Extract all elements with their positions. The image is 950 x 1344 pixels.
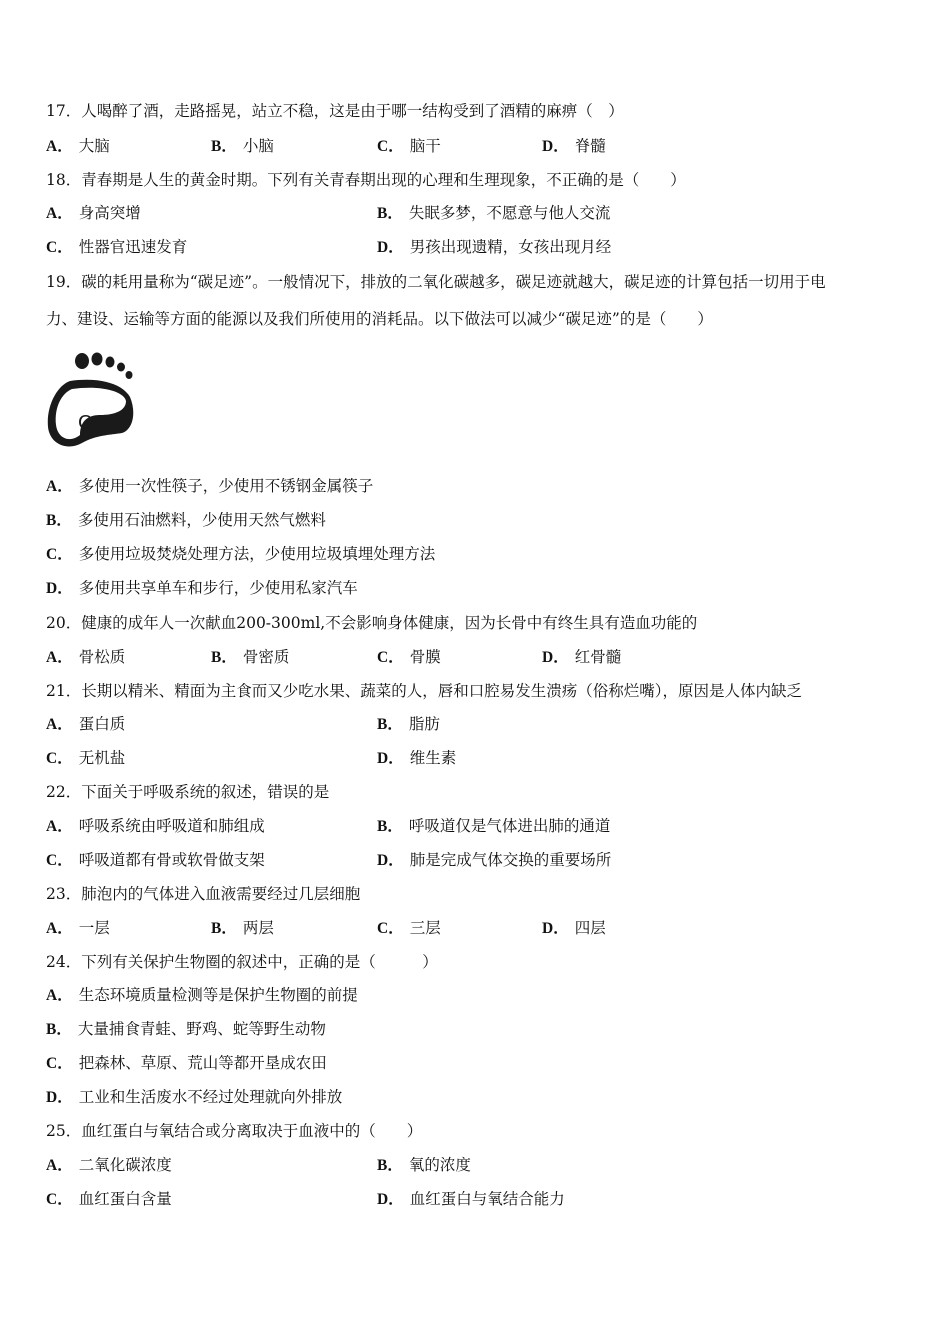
q24-stem: 24．下列有关保护生物圈的叙述中，正确的是（ ）	[46, 953, 438, 971]
q18-option-a[interactable]	[46, 203, 141, 224]
option-label: A．	[46, 649, 73, 666]
q18-option-d[interactable]	[377, 237, 611, 258]
q22-stem: 22．下面关于呼吸系统的叙述，错误的是	[46, 783, 330, 801]
q24-option-d[interactable]	[46, 1087, 342, 1108]
option-label: C．	[46, 852, 73, 869]
option-label: B．	[46, 1021, 72, 1038]
q20-option-a[interactable]	[46, 647, 125, 668]
option-text: 呼吸道仅是气体进出肺的通道	[408, 817, 611, 835]
q19-stem-line1: 19．碳的耗用量称为“碳足迹”。一般情况下，排放的二氧化碳越多，碳足迹就越大，碳足迹的计算包括一切用于电	[46, 273, 826, 291]
option-text: 血红蛋白含量	[78, 1190, 172, 1208]
q22-option-c[interactable]	[46, 850, 265, 871]
option-text: 男孩出现遗精，女孩出现月经	[409, 238, 612, 256]
option-label: D．	[46, 1089, 73, 1106]
q17-stem: 17．人喝醉了酒，走路摇晃，站立不稳，这是由于哪一结构受到了酒精的麻痹（ ）	[46, 102, 624, 120]
q20-option-b[interactable]	[211, 647, 289, 668]
option-label: A．	[46, 1157, 73, 1174]
q25-stem: 25．血红蛋白与氧结合或分离取决于血液中的（ ）	[46, 1122, 423, 1140]
option-label: C．	[46, 546, 73, 563]
q18-option-b[interactable]	[377, 203, 610, 224]
q19-option-c[interactable]	[46, 544, 435, 565]
q22-option-a[interactable]	[46, 816, 265, 837]
option-text: 呼吸系统由呼吸道和肺组成	[78, 817, 265, 835]
option-text: 脂肪	[408, 715, 440, 733]
option-label: C．	[377, 920, 404, 937]
q25-option-b[interactable]	[377, 1155, 471, 1176]
option-text: 工业和生活废水不经过处理就向外排放	[78, 1088, 343, 1106]
option-label: D．	[377, 239, 404, 256]
co2-label: CO2	[78, 412, 120, 434]
option-text: 多使用共享单车和步行，少使用私家汽车	[78, 579, 358, 597]
q17-option-b[interactable]	[211, 136, 274, 157]
option-label: B．	[211, 138, 237, 155]
q22-option-d[interactable]	[377, 850, 611, 871]
q21-stem: 21．长期以精米、精面为主食而又少吃水果、蔬菜的人，唇和口腔易发生溃疡（俗称烂嘴），原因是人体内缺乏	[46, 682, 802, 700]
q20-stem: 20．健康的成年人一次献血200-300ml,不会影响身体健康，因为长骨中有终生具有造血功能的	[46, 614, 698, 632]
option-text: 三层	[409, 919, 441, 937]
q24-option-c[interactable]	[46, 1053, 327, 1074]
option-label: A．	[46, 920, 73, 937]
q23-option-d[interactable]	[542, 918, 606, 939]
q19-option-d[interactable]	[46, 578, 358, 599]
option-text: 无机盐	[78, 749, 126, 767]
option-label: C．	[46, 1191, 73, 1208]
option-text: 小脑	[242, 137, 274, 155]
option-label: C．	[377, 138, 404, 155]
q24-option-b[interactable]	[46, 1019, 326, 1040]
q23-option-a[interactable]	[46, 918, 110, 939]
q19-option-a[interactable]	[46, 476, 373, 497]
option-label: D．	[377, 852, 404, 869]
option-text: 多使用一次性筷子，少使用不锈钢金属筷子	[78, 477, 374, 495]
option-label: C．	[46, 1055, 73, 1072]
option-label: C．	[46, 239, 73, 256]
option-label: B．	[377, 205, 403, 222]
option-text: 生态环境质量检测等是保护生物圈的前提	[78, 986, 358, 1004]
q25-option-a[interactable]	[46, 1155, 172, 1176]
q21-option-c[interactable]	[46, 748, 125, 769]
option-text: 呼吸道都有骨或软骨做支架	[78, 851, 265, 869]
q18-option-c[interactable]	[46, 237, 187, 258]
option-text: 蛋白质	[78, 715, 126, 733]
q21-option-d[interactable]	[377, 748, 456, 769]
option-text: 一层	[78, 919, 110, 937]
option-text: 骨密质	[242, 648, 290, 666]
option-text: 失眠多梦，不愿意与他人交流	[408, 204, 611, 222]
option-label: A．	[46, 818, 73, 835]
q25-option-c[interactable]	[46, 1189, 172, 1210]
option-text: 两层	[242, 919, 274, 937]
option-text: 氧的浓度	[408, 1156, 471, 1174]
option-label: D．	[542, 649, 569, 666]
option-text: 骨膜	[409, 648, 441, 666]
option-text: 二氧化碳浓度	[78, 1156, 172, 1174]
option-label: A．	[46, 138, 73, 155]
q20-option-d[interactable]	[542, 647, 621, 668]
option-text: 维生素	[409, 749, 457, 767]
q23-option-b[interactable]	[211, 918, 274, 939]
option-text: 大脑	[78, 137, 110, 155]
option-text: 肺是完成气体交换的重要场所	[409, 851, 612, 869]
q19-option-b[interactable]	[46, 510, 326, 531]
option-text: 多使用石油燃料，少使用天然气燃料	[77, 511, 326, 529]
option-label: D．	[377, 750, 404, 767]
q17-option-c[interactable]	[377, 136, 441, 157]
q19-stem-line2: 力、建设、运输等方面的能源以及我们所使用的消耗品。以下做法可以减少“碳足迹”的是（ ）	[46, 310, 713, 328]
option-label: B．	[377, 1157, 403, 1174]
option-text: 大量捕食青蛙、野鸡、蛇等野生动物	[77, 1020, 326, 1038]
option-label: B．	[377, 818, 403, 835]
q21-option-b[interactable]	[377, 714, 440, 735]
option-label: B．	[211, 920, 237, 937]
option-label: D．	[46, 580, 73, 597]
q18-stem: 18．青春期是人生的黄金时期。下列有关青春期出现的心理和生理现象，不正确的是（ ）	[46, 171, 686, 189]
q17-option-a[interactable]	[46, 136, 110, 157]
option-text: 性器官迅速发育	[78, 238, 188, 256]
q17-option-d[interactable]	[542, 136, 606, 157]
option-label: B．	[211, 649, 237, 666]
option-text: 红骨髓	[574, 648, 622, 666]
q24-option-a[interactable]	[46, 985, 358, 1006]
option-label: C．	[377, 649, 404, 666]
option-label: C．	[46, 750, 73, 767]
option-label: A．	[46, 987, 73, 1004]
option-label: D．	[542, 920, 569, 937]
option-text: 脊髓	[574, 137, 606, 155]
option-label: A．	[46, 205, 73, 222]
q21-option-a[interactable]	[46, 714, 125, 735]
q23-option-c[interactable]	[377, 918, 441, 939]
carbon-footprint-icon	[40, 345, 140, 455]
option-label: D．	[377, 1191, 404, 1208]
option-text: 骨松质	[78, 648, 126, 666]
q23-stem: 23．肺泡内的气体进入血液需要经过几层细胞	[46, 885, 361, 903]
q25-option-d[interactable]	[377, 1189, 565, 1210]
option-text: 身高突增	[78, 204, 141, 222]
q20-option-c[interactable]	[377, 647, 441, 668]
q22-option-b[interactable]	[377, 816, 610, 837]
option-label: D．	[542, 138, 569, 155]
option-label: B．	[46, 512, 72, 529]
option-text: 多使用垃圾焚烧处理方法，少使用垃圾填埋处理方法	[78, 545, 436, 563]
option-label: B．	[377, 716, 403, 733]
option-text: 血红蛋白与氧结合能力	[409, 1190, 565, 1208]
option-label: A．	[46, 478, 73, 495]
option-text: 脑干	[409, 137, 441, 155]
option-text: 四层	[574, 919, 606, 937]
option-label: A．	[46, 716, 73, 733]
option-text: 把森林、草原、荒山等都开垦成农田	[78, 1054, 327, 1072]
